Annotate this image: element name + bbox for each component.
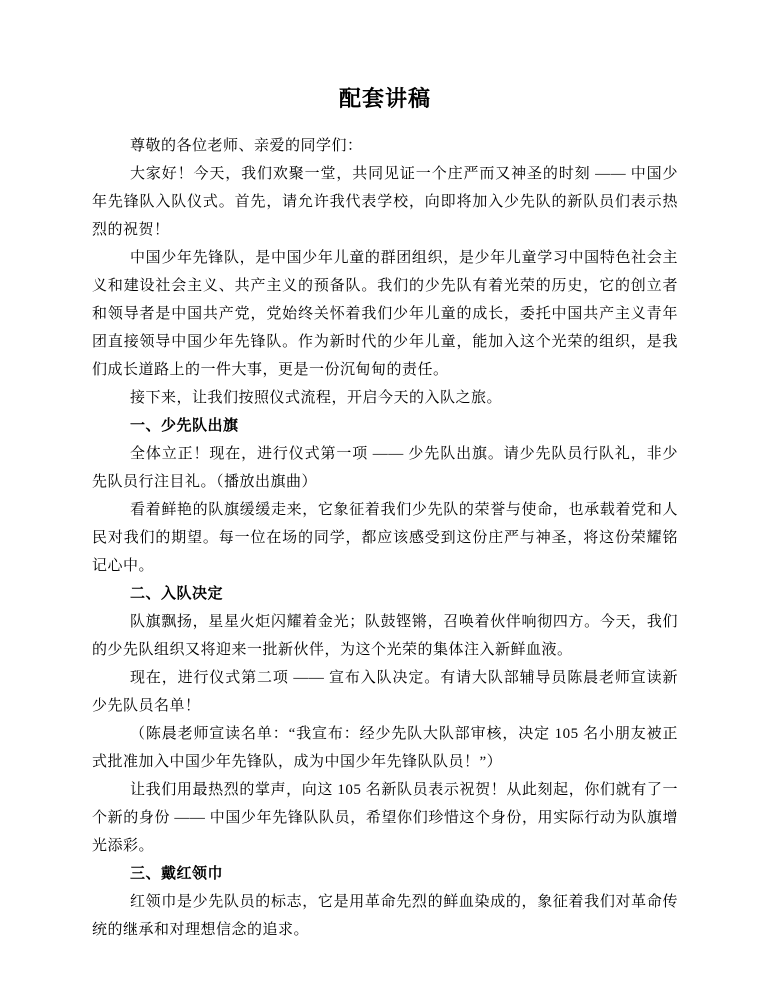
name-list-quote-paragraph: （陈晨老师宣读名单：“我宣布：经少先队大队部审核，决定 105 名小朋友被正式批准加入中国少年先锋队，成为中国少年先锋队队员！”） — [92, 726, 678, 770]
flag-entry-remarks-paragraph: 看着鲜艳的队旗缓缓走来，它象征着我们少先队的荣誉与使命，也承载着党和人民对我们的期望。每一位在场的同学，都应该感受到这份庄严与神圣，将这份荣耀铭记心中。 — [92, 502, 678, 574]
introduction-paragraph: 中国少年先锋队，是中国少年儿童的群团组织，是少年儿童学习中国特色社会主义和建设社会主义、共产主义的预备队。我们的少先队有着光荣的历史，它的创立者和领导者是中国共产党，党始终关怀着我们少年儿童的成长，委托中国共产主义青年团直接领导中国少年先锋队。作为新时代的少年儿童，能加入这个光荣的组织，是我们成长道路上的一件大事，更是一份沉甸甸的责任。 — [92, 250, 678, 378]
greeting-paragraph: 大家好！今天，我们欢聚一堂，共同见证一个庄严而又神圣的时刻 —— 中国少年先锋队入队仪式。首先，请允许我代表学校，向即将加入少先队的新队员们表示热烈的祝贺！ — [92, 166, 678, 238]
section-heading-flag-entry: 一、少先队出旗 — [130, 418, 239, 434]
congratulations-paragraph: 让我们用最热烈的掌声，向这 105 名新队员表示祝贺！从此刻起，你们就有了一个新的身份 —— 中国少年先锋队队员，希望你们珍惜这个身份，用实际行动为队旗增光添彩。 — [92, 782, 678, 854]
flag-entry-instruction-paragraph: 全体立正！现在，进行仪式第一项 —— 少先队出旗。请少先队员行队礼，非少先队员行注目礼。（播放出旗曲） — [92, 446, 678, 490]
transition-paragraph: 接下来，让我们按照仪式流程，开启今天的入队之旅。 — [130, 390, 503, 406]
admission-intro-paragraph: 队旗飘扬，星星火炬闪耀着金光；队鼓铿锵，召唤着伙伴响彻四方。今天，我们的少先队组织又将迎来一批新伙伴，为这个光荣的集体注入新鲜血液。 — [92, 614, 678, 658]
salutation-paragraph: 尊敬的各位老师、亲爱的同学们： — [130, 138, 363, 154]
document-title: 配套讲稿 — [338, 86, 431, 111]
red-scarf-meaning-paragraph: 红领巾是少先队员的标志，它是用革命先烈的鲜血染成的，象征着我们对革命传统的继承和对理想信念的追求。 — [92, 894, 678, 938]
section-heading-red-scarf: 三、戴红领巾 — [130, 866, 224, 882]
section-heading-admission-decision: 二、入队决定 — [130, 586, 224, 602]
admission-announcement-paragraph: 现在，进行仪式第二项 —— 宣布入队决定。有请大队部辅导员陈晨老师宣读新少先队员名单！ — [92, 670, 678, 714]
